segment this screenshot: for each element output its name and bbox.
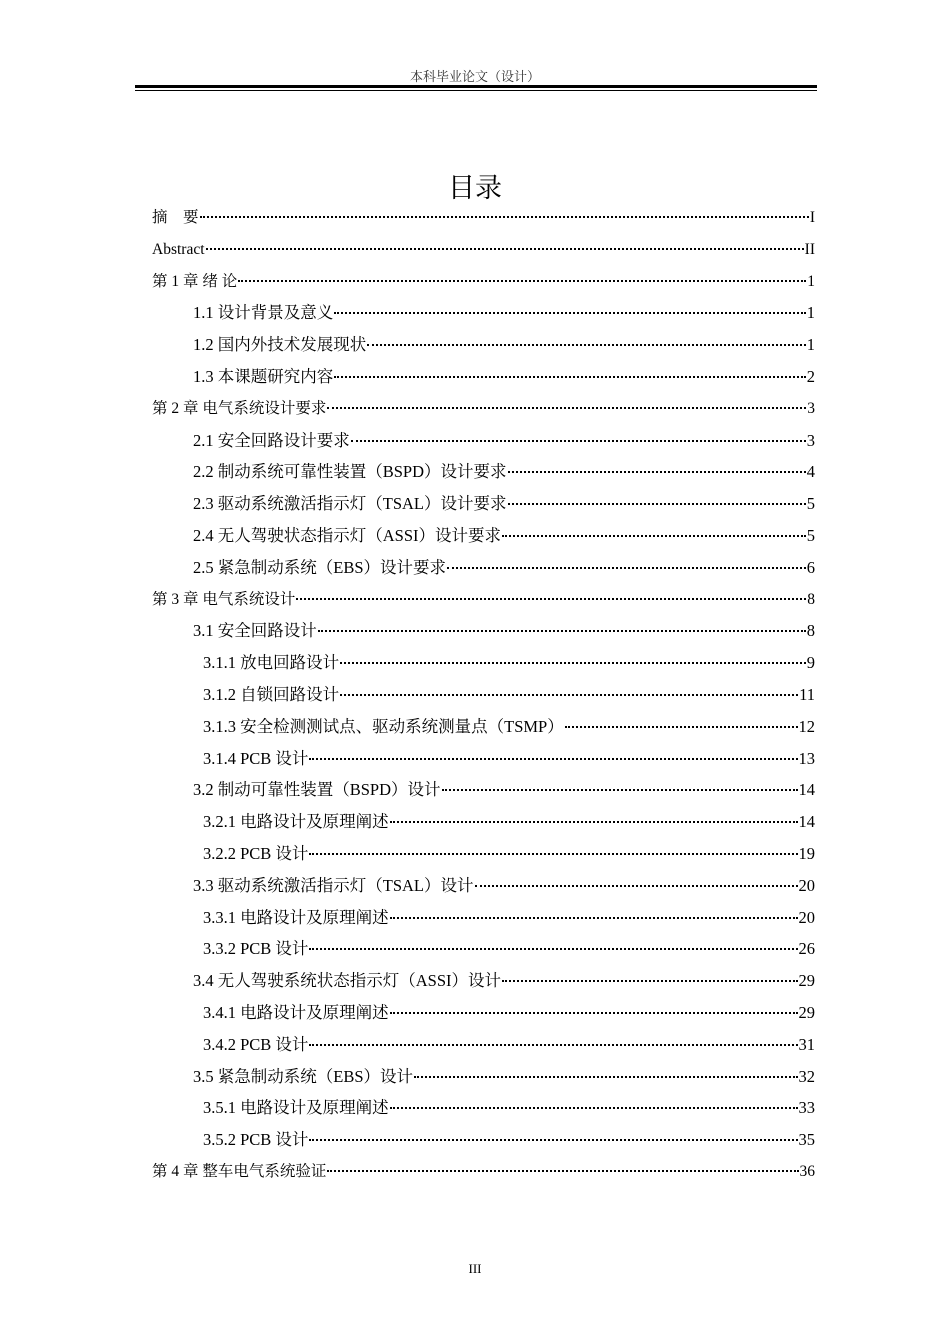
toc-entry[interactable]	[152, 615, 815, 647]
toc-entry-page: 35	[798, 1130, 815, 1150]
toc-entry-page: 2	[806, 366, 815, 386]
toc-entry-title: 3.5 紧急制动系统（EBS）设计	[193, 1066, 414, 1086]
toc-entry-page: 33	[798, 1098, 815, 1118]
toc-entry-page: 9	[806, 653, 815, 673]
toc-entry-page: 20	[798, 875, 815, 895]
toc-entry[interactable]	[152, 202, 815, 234]
toc-entry-page: 29	[798, 1002, 815, 1022]
toc-entry-title: 3.2.1 电路设计及原理阐述	[203, 812, 389, 832]
toc-entry-page: 8	[806, 621, 815, 641]
toc-entry[interactable]	[152, 234, 815, 266]
toc-entry[interactable]	[152, 552, 815, 584]
toc-leader-dots	[327, 406, 806, 409]
toc-entry[interactable]	[152, 647, 815, 679]
toc-entry-page: 11	[799, 684, 815, 704]
header-rule	[135, 85, 817, 88]
toc-entry-page: 3	[806, 430, 815, 450]
toc-entry[interactable]	[152, 743, 815, 775]
toc-entry-title: 3.3.1 电路设计及原理阐述	[203, 907, 389, 927]
toc-entry[interactable]	[152, 297, 815, 329]
toc-entry[interactable]	[152, 488, 815, 520]
toc-entry-title: 1.1 设计背景及意义	[193, 303, 334, 323]
toc-leader-dots	[414, 1075, 797, 1078]
toc-leader-dots	[390, 820, 798, 823]
toc-heading: 目录	[448, 173, 502, 204]
toc-entry[interactable]	[152, 711, 815, 743]
toc-entry-page: 31	[798, 1034, 815, 1054]
toc-entry-title: 第 1 章 绪 论	[152, 272, 238, 290]
toc-leader-dots	[334, 311, 806, 314]
toc-entry-title: 摘 要	[152, 209, 199, 226]
toc-leader-dots	[309, 1138, 797, 1141]
toc-entry[interactable]	[152, 1156, 815, 1188]
toc-leader-dots	[351, 439, 806, 442]
toc-leader-dots	[318, 629, 806, 632]
toc-entry-title: 2.2 制动系统可靠性装置（BSPD）设计要求	[193, 462, 507, 482]
toc-entry-page: 20	[798, 907, 815, 927]
toc-entry-title: 3.1.1 放电回路设计	[203, 653, 340, 673]
toc-entry-page: 6	[806, 557, 815, 577]
toc-entry-page: 1	[807, 272, 815, 290]
toc-entry[interactable]	[152, 1092, 815, 1124]
toc-entry-page: 36	[799, 1162, 815, 1180]
toc-entry-title: 2.1 安全回路设计要求	[193, 430, 350, 450]
toc-leader-dots	[447, 566, 806, 569]
toc-leader-dots	[238, 279, 806, 282]
toc-entry-page: 5	[806, 525, 815, 545]
toc-leader-dots	[309, 947, 797, 950]
toc-entry[interactable]	[152, 584, 815, 616]
toc-entry-page: 26	[798, 939, 815, 959]
toc-entry-page: 3	[807, 399, 815, 417]
toc-entry[interactable]	[152, 870, 815, 902]
toc-entry-title: 2.5 紧急制动系统（EBS）设计要求	[193, 557, 447, 577]
toc-entry-title: 1.2 国内外技术发展现状	[193, 335, 367, 355]
toc-leader-dots	[309, 1043, 797, 1046]
toc-entry[interactable]	[152, 838, 815, 870]
toc-entry-page: 1	[806, 303, 815, 323]
toc-entry[interactable]	[152, 266, 815, 298]
toc-leader-dots	[502, 534, 806, 537]
toc-entry[interactable]	[152, 425, 815, 457]
header-rule-thin	[135, 90, 817, 91]
toc-entry-title: 3.1.4 PCB 设计	[203, 748, 309, 768]
toc-entry-title: 3.1.3 安全检测测试点、驱动系统测量点（TSMP）	[203, 716, 564, 736]
toc-leader-dots	[340, 661, 806, 664]
toc-entry-title: 3.4.1 电路设计及原理阐述	[203, 1002, 389, 1022]
toc-leader-dots	[367, 343, 806, 346]
toc-entry-title: 3.1.2 自锁回路设计	[203, 684, 340, 704]
toc-entry-page: 32	[798, 1066, 815, 1086]
toc-entry-page: 14	[798, 812, 815, 832]
toc-leader-dots	[200, 215, 809, 218]
toc-entry[interactable]	[152, 1029, 815, 1061]
toc-leader-dots	[334, 375, 806, 378]
toc-entry-title: 第 4 章 整车电气系统验证	[152, 1162, 327, 1180]
toc-entry-title: 第 2 章 电气系统设计要求	[152, 399, 327, 417]
toc-entry-page: I	[809, 209, 815, 226]
toc-entry-page: II	[804, 240, 815, 258]
toc-entry[interactable]	[152, 774, 815, 806]
toc-entry[interactable]	[152, 1124, 815, 1156]
toc-entry-page: 4	[806, 462, 815, 482]
toc-entry[interactable]	[152, 997, 815, 1029]
toc-leader-dots	[309, 757, 797, 760]
toc-entry-page: 19	[798, 843, 815, 863]
toc-entry-page: 1	[806, 335, 815, 355]
toc-leader-dots	[340, 693, 798, 696]
toc-entry[interactable]	[152, 329, 815, 361]
toc-entry-title: 3.4.2 PCB 设计	[203, 1034, 309, 1054]
toc-leader-dots	[309, 852, 797, 855]
toc-leader-dots	[390, 916, 798, 919]
toc-entry-title: 3.2 制动可靠性装置（BSPD）设计	[193, 780, 441, 800]
toc-entry-title: 3.5.1 电路设计及原理阐述	[203, 1098, 389, 1118]
toc-entry[interactable]	[152, 965, 815, 997]
toc-entry[interactable]	[152, 456, 815, 488]
toc-entry-title: 3.5.2 PCB 设计	[203, 1130, 309, 1150]
toc-entry-title: 3.4 无人驾驶系统状态指示灯（ASSI）设计	[193, 971, 502, 991]
toc-leader-dots	[475, 884, 798, 887]
toc-entry-title: 1.3 本课题研究内容	[193, 366, 334, 386]
toc-entry[interactable]	[152, 393, 815, 425]
toc-entry-title: 3.3 驱动系统激活指示灯（TSAL）设计	[193, 875, 474, 895]
toc-entry[interactable]	[152, 361, 815, 393]
toc-leader-dots	[206, 247, 804, 250]
toc-entry-title: 3.1 安全回路设计	[193, 621, 317, 641]
toc-entry-title: Abstract	[152, 240, 205, 258]
toc-entry[interactable]	[152, 902, 815, 934]
toc-entry-title: 3.2.2 PCB 设计	[203, 843, 309, 863]
toc-leader-dots	[390, 1011, 798, 1014]
toc-leader-dots	[390, 1106, 798, 1109]
toc-entry-title: 2.3 驱动系统激活指示灯（TSAL）设计要求	[193, 494, 507, 514]
toc-entry-page: 5	[806, 494, 815, 514]
toc-entry-title: 2.4 无人驾驶状态指示灯（ASSI）设计要求	[193, 525, 502, 545]
toc-entry-page: 29	[798, 971, 815, 991]
toc-leader-dots	[508, 502, 806, 505]
toc-leader-dots	[327, 1169, 798, 1172]
toc-entry-page: 13	[798, 748, 815, 768]
toc-entry[interactable]	[152, 679, 815, 711]
page-number: III	[468, 1261, 482, 1276]
toc-entry-title: 3.3.2 PCB 设计	[203, 939, 309, 959]
toc-leader-dots	[296, 597, 806, 600]
running-header: 本科毕业论文（设计）	[409, 69, 540, 84]
toc-leader-dots	[565, 725, 798, 728]
toc-leader-dots	[502, 979, 797, 982]
toc-entry-page: 12	[798, 716, 815, 736]
toc-entry-page: 14	[798, 780, 815, 800]
toc-entry[interactable]	[152, 806, 815, 838]
toc-entry-page: 8	[807, 590, 815, 608]
table-of-contents	[152, 202, 815, 1188]
toc-leader-dots	[508, 470, 806, 473]
toc-entry[interactable]	[152, 1061, 815, 1093]
toc-leader-dots	[442, 788, 798, 791]
toc-entry[interactable]	[152, 933, 815, 965]
toc-entry-title: 第 3 章 电气系统设计	[152, 590, 296, 608]
toc-entry[interactable]	[152, 520, 815, 552]
